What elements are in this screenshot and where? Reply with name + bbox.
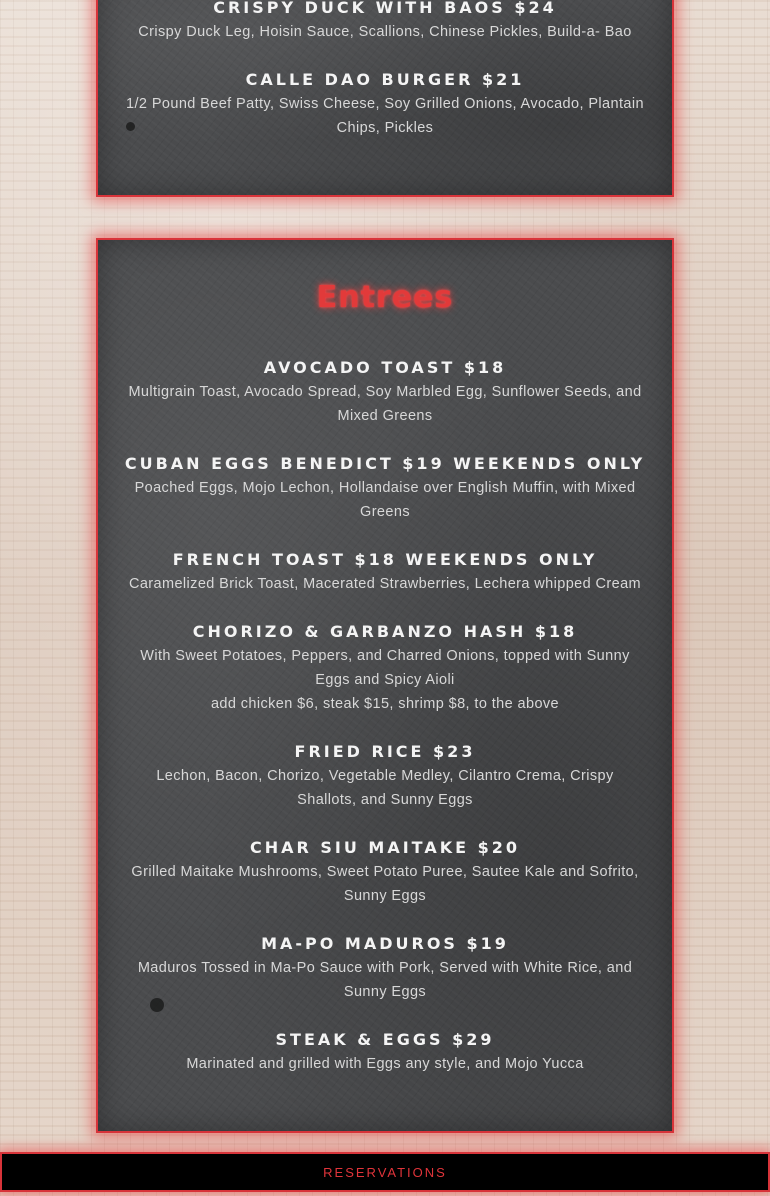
menu-item-description: Crispy Duck Leg, Hoisin Sauce, Scallions, Chinese Pickles, Build-a- Bao bbox=[138, 24, 632, 40]
menu-panel-mains bbox=[96, 0, 674, 197]
menu-item-name: FRIED RICE $23 bbox=[294, 742, 476, 761]
menu-item bbox=[98, 550, 672, 596]
menu-item-description: Maduros Tossed in Ma-Po Sauce with Pork, Served with White Rice, and Sunny Eggs bbox=[137, 960, 633, 1000]
section-title-entrees: Entrees bbox=[316, 280, 454, 315]
reservations-label: RESERVATIONS bbox=[323, 1164, 447, 1180]
menu-item-description: Caramelized Brick Toast, Macerated Strawberries, Lechera whipped Cream bbox=[128, 576, 642, 592]
menu-item-description: Multigrain Toast, Avocado Spread, Soy Marbled Egg, Sunflower Seeds, and Mixed Greens bbox=[128, 384, 642, 424]
menu-item-name: STEAK & EGGS $29 bbox=[275, 1030, 495, 1049]
menu-item bbox=[98, 70, 672, 140]
texture-spot bbox=[126, 122, 135, 131]
menu-item-name: CUBAN EGGS BENEDICT $19 WEEKENDS ONLY bbox=[124, 454, 646, 473]
menu-item-name: CALLE DAO BURGER $21 bbox=[245, 70, 525, 89]
menu-item-addon: add chicken $6, steak $15, shrimp $8, to the above bbox=[210, 696, 560, 712]
menu-item-description: Marinated and grilled with Eggs any style, and Mojo Yucca bbox=[186, 1056, 584, 1072]
menu-item bbox=[98, 0, 672, 44]
reservations-button[interactable] bbox=[0, 1152, 770, 1192]
menu-item bbox=[98, 1030, 672, 1076]
menu-item bbox=[98, 742, 672, 812]
texture-spot bbox=[150, 998, 164, 1012]
menu-item-description: Lechon, Bacon, Chorizo, Vegetable Medley, Cilantro Crema, Crispy Shallots, and Sunny Eggs bbox=[156, 768, 614, 808]
menu-item bbox=[98, 454, 672, 524]
menu-item-description: Poached Eggs, Mojo Lechon, Hollandaise over English Muffin, with Mixed Greens bbox=[134, 480, 636, 520]
menu-item-name: FRENCH TOAST $18 WEEKENDS ONLY bbox=[172, 550, 598, 569]
menu-item bbox=[98, 838, 672, 908]
menu-item bbox=[98, 934, 672, 1004]
menu-item-name: CHAR SIU MAITAKE $20 bbox=[249, 838, 521, 857]
menu-item-description: With Sweet Potatoes, Peppers, and Charred Onions, topped with Sunny Eggs and Spicy Aioli bbox=[140, 648, 630, 688]
menu-item-description: Grilled Maitake Mushrooms, Sweet Potato Puree, Sautee Kale and Sofrito, Sunny Eggs bbox=[131, 864, 639, 904]
menu-panel-entrees bbox=[96, 238, 674, 1133]
menu-item bbox=[98, 622, 672, 716]
menu-item-name: CHORIZO & GARBANZO HASH $18 bbox=[192, 622, 578, 641]
menu-item-name: AVOCADO TOAST $18 bbox=[263, 358, 507, 377]
menu-item-name: CRISPY DUCK WITH BAOS $24 bbox=[213, 0, 557, 17]
menu-item-description: 1/2 Pound Beef Patty, Swiss Cheese, Soy Grilled Onions, Avocado, Plantain Chips, Pickles bbox=[126, 96, 644, 136]
menu-item-name: MA-PO MADUROS $19 bbox=[261, 934, 509, 953]
menu-item bbox=[98, 358, 672, 428]
